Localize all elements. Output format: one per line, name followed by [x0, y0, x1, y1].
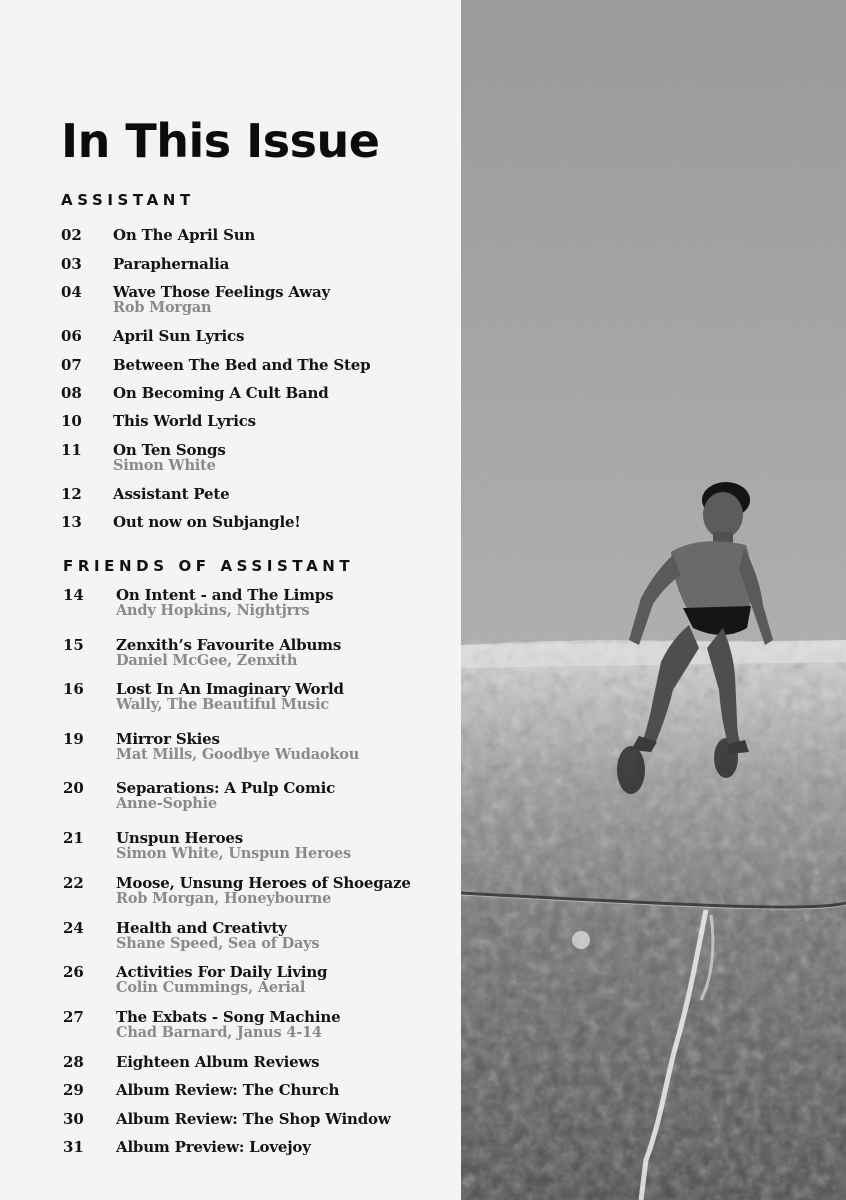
toc-title: Separations: A Pulp Comic: [116, 779, 336, 797]
toc-byline: Mat Mills, Goodbye Wudaokou: [116, 746, 360, 763]
toc-title: Album Review: The Shop Window: [116, 1110, 391, 1128]
toc-title: Eighteen Album Reviews: [116, 1053, 320, 1071]
toc-title: On Ten Songs: [113, 441, 226, 459]
toc-page-number: 27: [63, 1008, 84, 1026]
toc-page-number: 14: [63, 586, 84, 604]
toc-byline: Rob Morgan: [113, 299, 212, 316]
toc-page-number: 04: [61, 283, 82, 301]
toc-title: On The April Sun: [113, 226, 256, 244]
section-heading-assistant: ASSISTANT: [61, 191, 195, 209]
toc-byline: Rob Morgan, Honeybourne: [116, 890, 332, 907]
toc-title: Out now on Subjangle!: [113, 513, 301, 531]
toc-byline: Wally, The Beautiful Music: [116, 696, 330, 713]
toc-page-number: 03: [61, 255, 82, 273]
toc-page-number: 30: [63, 1110, 84, 1128]
page-title: In This Issue: [61, 114, 380, 168]
toc-page-number: 13: [61, 513, 82, 531]
toc-title: Activities For Daily Living: [116, 963, 328, 981]
toc-title: On Becoming A Cult Band: [113, 384, 329, 402]
toc-page-number: 10: [61, 412, 82, 430]
toc-byline: Shane Speed, Sea of Days: [116, 935, 320, 952]
toc-title: Moose, Unsung Heroes of Shoegaze: [116, 874, 411, 892]
toc-title: Zenxith’s Favourite Albums: [116, 636, 342, 654]
toc-page-number: 28: [63, 1053, 84, 1071]
toc-byline: Simon White, Unspun Heroes: [116, 845, 351, 862]
toc-title: Health and Creativty: [116, 919, 287, 937]
toc-byline: Colin Cummings, Aerial: [116, 979, 306, 996]
toc-byline: Simon White: [113, 457, 216, 474]
toc-page-number: 21: [63, 829, 84, 847]
toc-title: Lost In An Imaginary World: [116, 680, 344, 698]
toc-page-number: 26: [63, 963, 84, 981]
cover-photo: [461, 0, 846, 1200]
toc-page-number: 02: [61, 226, 82, 244]
toc-title: Wave Those Feelings Away: [113, 283, 330, 301]
toc-title: This World Lyrics: [113, 412, 256, 430]
toc-byline: Anne-Sophie: [116, 795, 217, 812]
toc-title: Unspun Heroes: [116, 829, 243, 847]
toc-page-number: 16: [63, 680, 84, 698]
toc-title: Mirror Skies: [116, 730, 220, 748]
toc-page-number: 29: [63, 1081, 84, 1099]
toc-byline: Chad Barnard, Janus 4-14: [116, 1024, 322, 1041]
toc-title: Album Review: The Church: [116, 1081, 340, 1099]
toc-title: Assistant Pete: [113, 485, 230, 503]
toc-page-number: 15: [63, 636, 84, 654]
toc-title: The Exbats - Song Machine: [116, 1008, 341, 1026]
toc-page-number: 08: [61, 384, 82, 402]
section-heading-friends-of-assistant: FRIENDS OF ASSISTANT: [63, 557, 355, 575]
toc-page-number: 07: [61, 356, 82, 374]
toc-page-number: 19: [63, 730, 84, 748]
toc-title: Album Preview: Lovejoy: [116, 1138, 311, 1156]
toc-page-number: 24: [63, 919, 84, 937]
toc-page-number: 12: [61, 485, 82, 503]
toc-title: April Sun Lyrics: [113, 327, 245, 345]
toc-title: On Intent - and The Limps: [116, 586, 334, 604]
toc-page-number: 06: [61, 327, 82, 345]
toc-page-number: 20: [63, 779, 84, 797]
toc-title: Between The Bed and The Step: [113, 356, 371, 374]
toc-page-number: 31: [63, 1138, 84, 1156]
toc-page-number: 22: [63, 874, 84, 892]
toc-byline: Daniel McGee, Zenxith: [116, 652, 298, 669]
toc-title: Paraphernalia: [113, 255, 230, 273]
toc-byline: Andy Hopkins, Nightjrrs: [116, 602, 310, 619]
toc-page-number: 11: [61, 441, 82, 459]
sky: [461, 0, 846, 650]
